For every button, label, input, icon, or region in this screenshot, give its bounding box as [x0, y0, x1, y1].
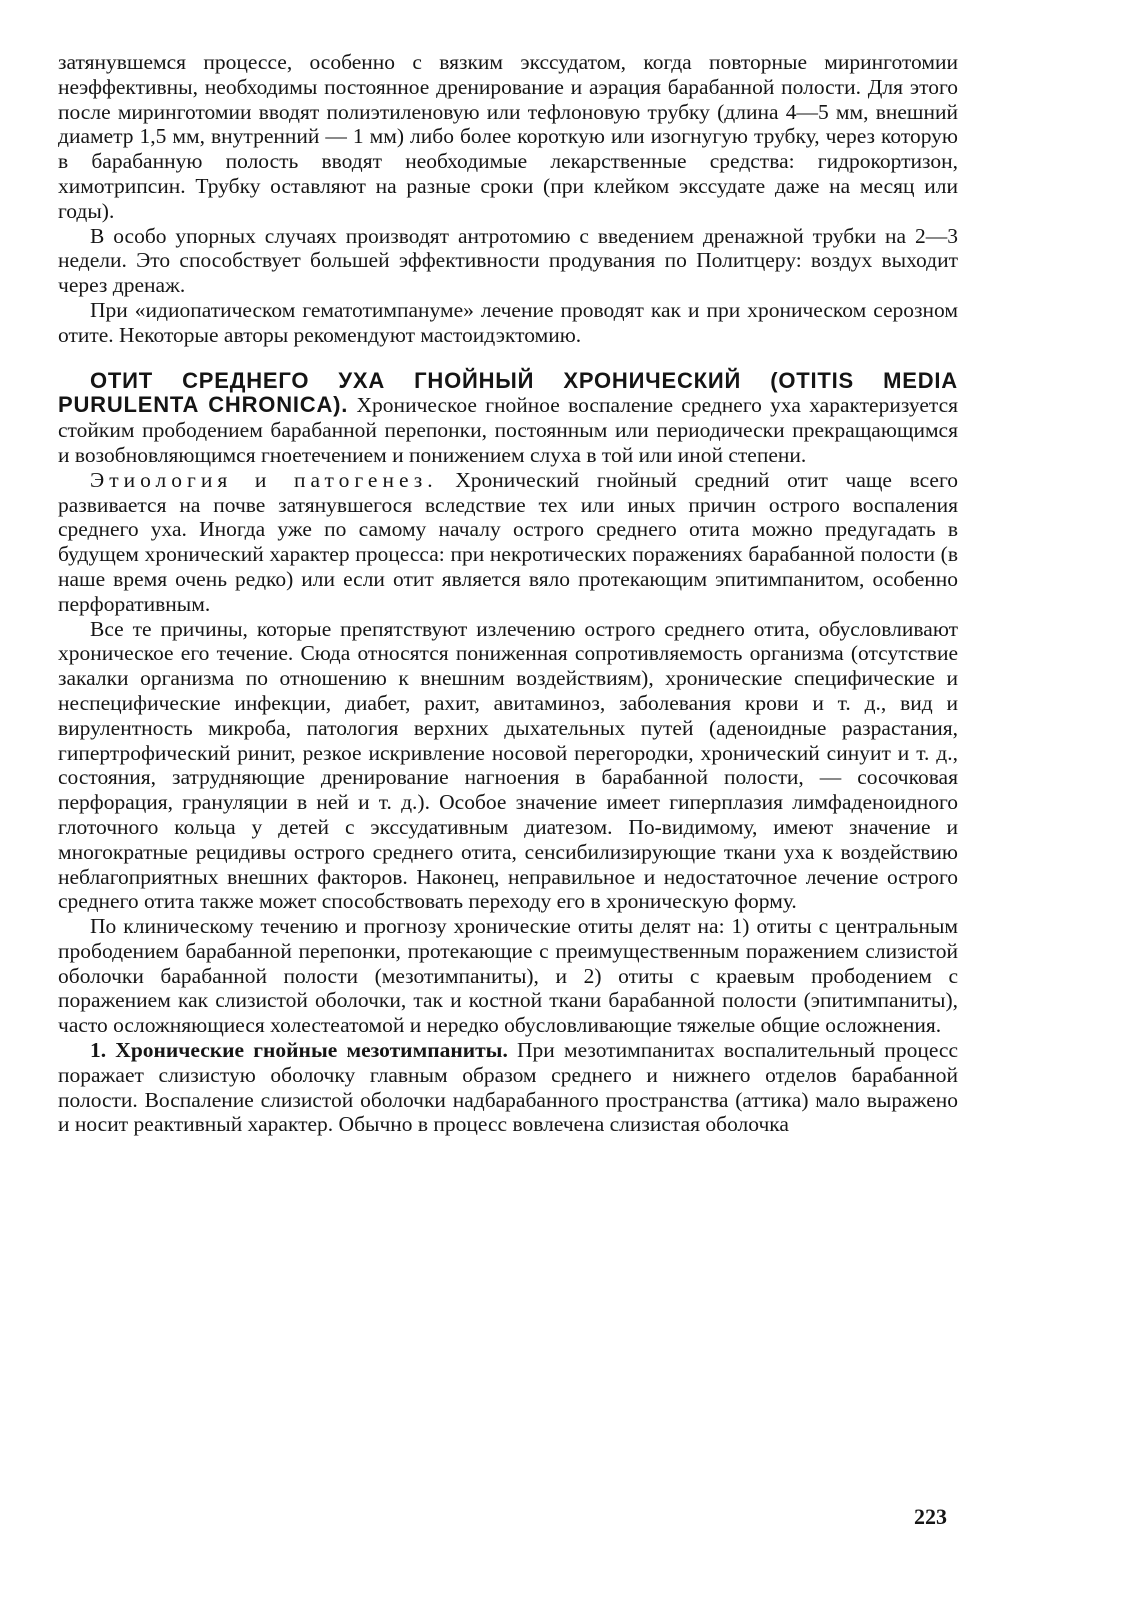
mesotympanitis-text: При мезотимпанитах воспалительный процесс поражает слизистую оболочку главным образом среднего и нижнего отделов барабанной полости. Воспаление слизистой оболочки надбарабанного пространства (аттика) мало выражено и носит реактивный характер. Обычно в процесс вовлечена слизистая оболочка — [58, 1038, 958, 1137]
paragraph-continuation: затянувшемся процессе, особенно с вязким экссудатом, когда повторные миринготомии неэффективны, необходимы постоянное дренирование и аэрация барабанной полости. Для этого после миринготомии вводят полиэтиленовую или тефлоновую трубку (длина 4—5 мм, внешний диаметр 1,5 мм, внутренний — 1 мм) либо более короткую или изогнугую трубку, через которую в барабанную полость вводят необходимые лекарственные средства: гидрокортизон, химотрипсин. Трубку оставляют на разные сроки (при клейком экссудате даже на месяц или годы). — [58, 50, 958, 223]
mesotympanitis-lead: 1. Хронические гнойные мезотимпаниты. — [90, 1038, 508, 1063]
paragraph-classification: По клиническому течению и прогнозу хронические отиты делят на: 1) отиты с центральным прободением барабанной перепонки, протекающие с преимущественным поражением слизистой оболочки барабанной полости (мезотимпаниты), и 2) отиты с краевым прободением с поражением как слизистой оболочки, так и костной ткани барабанной полости (эпитимпаниты), часто осложняющиеся холестеатомой и нередко обусловливающие тяжелые общие осложнения. — [58, 914, 958, 1038]
page-body — [58, 50, 958, 1137]
etiology-lead: Этиология и патогенез. — [90, 467, 438, 492]
etiology-text: Хронический гнойный средний отит чаще всего развивается на почве затянувшегося вследствие тех или иных причин острого воспаления среднего уха. Иногда уже по самому началу острого среднего отита можно предугадать в будущем хронический характер процесса: при некротических поражениях барабанной полости (в наше время очень редко) или если отит является вяло протекающим эпитимпанитом, особенно перфоративным. — [58, 467, 958, 616]
section-heading: ОТИТ СРЕДНЕГО УХА ГНОЙНЫЙ ХРОНИЧЕСКИЙ (OTITIS MEDIA PURULENTA CHRONICA). — [58, 367, 958, 418]
section-otitis-chronica — [58, 369, 958, 468]
page-number: 223 — [914, 1504, 947, 1529]
paragraph-etiology — [58, 468, 958, 617]
paragraph-mesotympanitis — [58, 1038, 958, 1137]
paragraph-antrotomy: В особо упорных случаях производят антротомию с введением дренажной трубки на 2—3 недели. Это способствует большей эффективности продувания по Политцеру: воздух выходит через дренаж. — [58, 223, 958, 298]
section-intro-text: Хроническое гнойное воспаление среднего уха характеризуется стойким прободением барабанной перепонки, постоянным или периодически прекращающимся и возобновляющимся гноетечением и понижением слуха в той или иной степени. — [58, 393, 958, 467]
paragraph-hematotympanum: При «идиопатическом гематотимпануме» лечение проводят как и при хроническом серозном отите. Некоторые авторы рекомендуют мастоидэктомию. — [58, 297, 958, 347]
paragraph-causes: Все те причины, которые препятствуют излечению острого среднего отита, обусловливают хроническое его течение. Сюда относятся пониженная сопротивляемость организма (отсутствие закалки организма по отношению к внешним воздействиям), хронические специфические и неспецифические инфекции, диабет, рахит, авитаминоз, заболевания крови и т. д., вид и вирулентность микроба, патология верхних дыхательных путей (аденоидные разрастания, гипертрофический ринит, резкое искривление носовой перегородки, хронический синуит и т. д., состояния, затрудняющие дренирование нагноения в барабанной полости, — сосочковая перфорация, грануляции в ней и т. д.). Особое значение имеет гиперплазия лимфаденоидного глоточного кольца у детей с экссудативным диатезом. По-видимому, имеют значение и многократные рецидивы острого среднего отита, сенсибилизирующие ткани уха к воздействию неблагоприятных внешних факторов. Наконец, неправильное и недостаточное лечение острого среднего отита также может способствовать переходу его в хроническую форму. — [58, 616, 958, 914]
